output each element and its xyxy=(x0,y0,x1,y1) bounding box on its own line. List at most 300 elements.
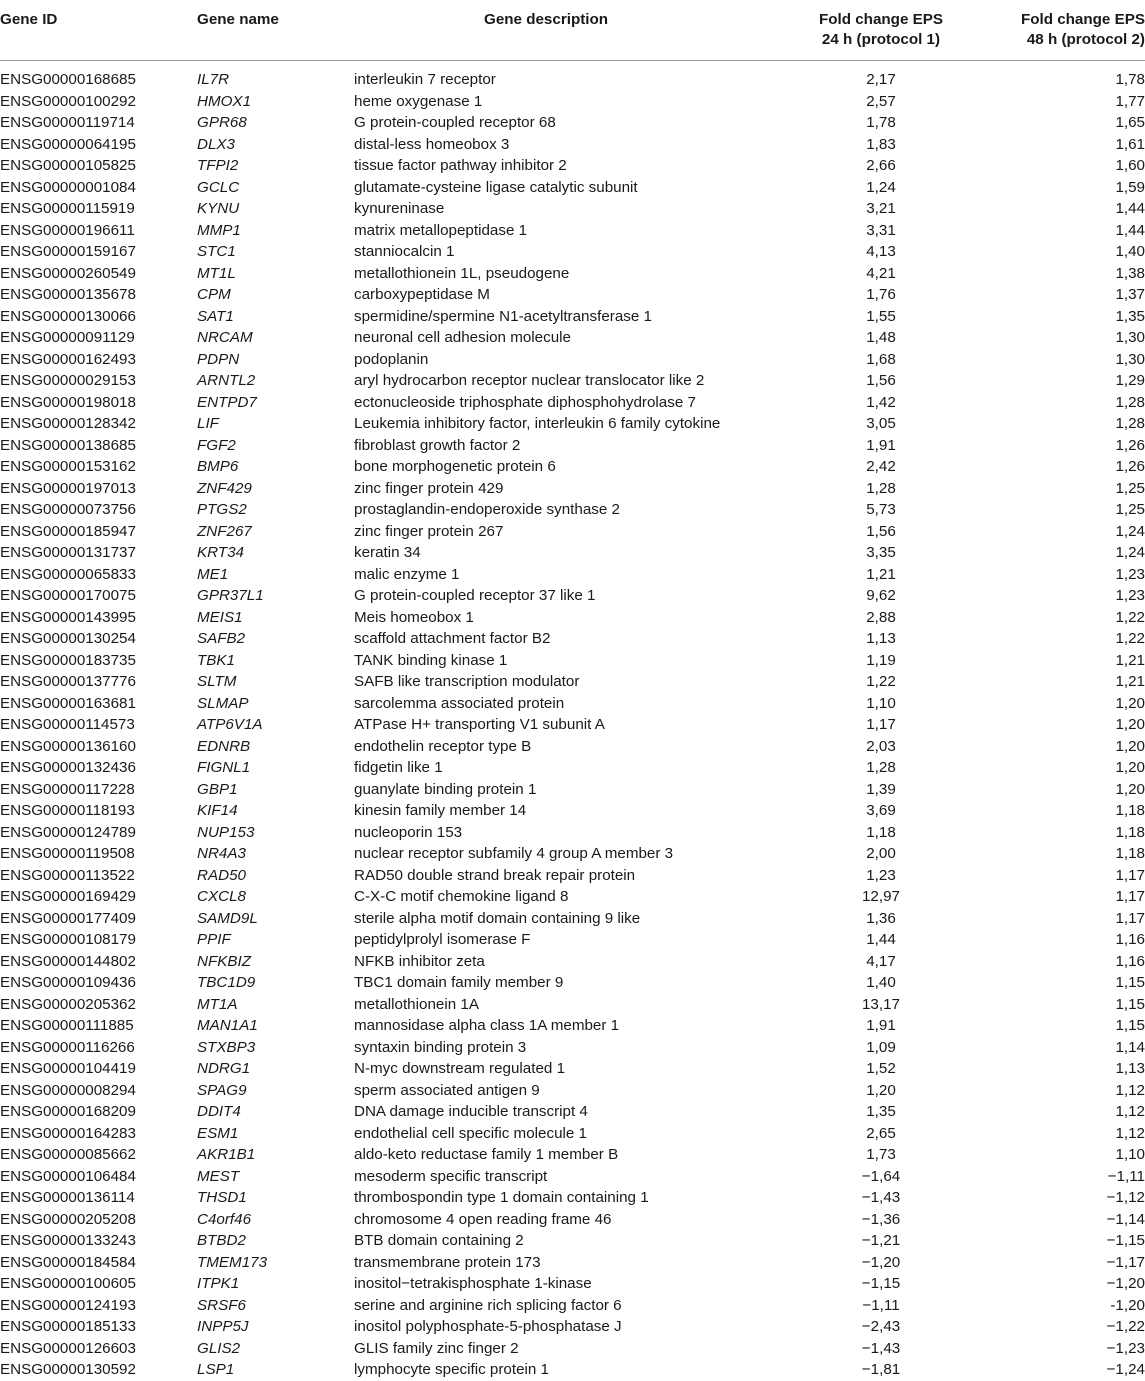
gene-name-cell: CPM xyxy=(197,286,231,303)
gene-name-cell: NR4A3 xyxy=(197,845,246,862)
table-row xyxy=(0,994,1145,1016)
gene-description-cell: RAD50 double strand break repair protein xyxy=(354,866,636,884)
table-row xyxy=(0,1338,1145,1360)
gene-name-cell: DLX3 xyxy=(197,135,235,153)
table-body xyxy=(0,61,1145,1381)
fold-change-48h-cell: 1,38 xyxy=(1115,264,1145,282)
gene-name-cell: MEIS1 xyxy=(197,608,243,626)
gene-id-cell: ENSG00000136160 xyxy=(0,737,136,755)
gene-id-cell: ENSG00000128342 xyxy=(0,415,136,432)
gene-id-cell: ENSG00000073756 xyxy=(0,501,136,518)
fold-change-48h-cell: 1,30 xyxy=(1115,350,1145,368)
gene-description-cell: fidgetin like 1 xyxy=(354,759,443,776)
table-row xyxy=(0,564,1145,586)
fold-change-48h-cell: 1,12 xyxy=(1115,1103,1145,1120)
gene-id-cell: ENSG00000118193 xyxy=(0,802,135,819)
header-gene-id: Gene ID xyxy=(0,0,197,61)
fold-change-24h-cell: 3,05 xyxy=(866,415,896,432)
fold-change-24h-cell: 1,35 xyxy=(866,1103,896,1120)
fold-change-48h-cell: 1,16 xyxy=(1115,931,1145,948)
fold-change-48h-cell: 1,20 xyxy=(1115,737,1145,755)
gene-description-cell: nuclear receptor subfamily 4 group A member 3 xyxy=(354,845,674,862)
fold-change-24h-cell: 2,66 xyxy=(866,157,896,174)
table-row xyxy=(0,155,1145,177)
gene-id-cell: ENSG00000163681 xyxy=(0,694,136,712)
table-row xyxy=(0,392,1145,414)
gene-id-cell: ENSG00000136114 xyxy=(0,1189,135,1206)
fold-change-24h-cell: 1,83 xyxy=(866,135,896,153)
table-row xyxy=(0,886,1145,908)
fold-change-48h-cell: 1,22 xyxy=(1115,608,1145,626)
gene-name-cell: MEST xyxy=(197,1167,240,1185)
gene-description-cell: fibroblast growth factor 2 xyxy=(354,436,521,454)
fold-change-24h-cell: 5,73 xyxy=(866,501,896,518)
gene-name-cell: KRT34 xyxy=(197,544,244,561)
table-row xyxy=(0,1187,1145,1209)
gene-description-cell: TANK binding kinase 1 xyxy=(354,651,508,669)
gene-description-cell: inositol−tetrakisphosphate 1-kinase xyxy=(354,1275,592,1292)
table-row xyxy=(0,435,1145,457)
header-fold-change-48h xyxy=(970,0,1145,61)
header-fc2-line2: 48 h (protocol 2) xyxy=(1026,31,1145,48)
fold-change-48h-cell: 1,44 xyxy=(1115,221,1145,239)
fold-change-48h-cell: 1,23 xyxy=(1115,565,1145,583)
gene-id-cell: ENSG00000104419 xyxy=(0,1060,136,1077)
gene-id-cell: ENSG00000153162 xyxy=(0,458,136,475)
gene-name-cell: HMOX1 xyxy=(197,92,252,110)
fold-change-48h-cell: −1,22 xyxy=(1106,1318,1145,1335)
fold-change-24h-cell: −1,21 xyxy=(861,1232,901,1249)
gene-name-cell: INPP5J xyxy=(197,1318,249,1335)
fold-change-24h-cell: 4,17 xyxy=(866,952,896,970)
gene-name-cell: ENTPD7 xyxy=(197,393,257,411)
fold-change-24h-cell: 1,22 xyxy=(866,673,896,690)
gene-name-cell: DDIT4 xyxy=(197,1103,241,1120)
fold-change-48h-cell: 1,17 xyxy=(1115,909,1145,927)
table-row xyxy=(0,327,1145,349)
fold-change-48h-cell: 1,26 xyxy=(1115,458,1145,475)
gene-description-cell: zinc finger protein 267 xyxy=(354,522,504,540)
gene-name-cell: SAFB2 xyxy=(197,630,246,647)
gene-name-cell: PDPN xyxy=(197,350,240,368)
gene-name-cell: C4orf46 xyxy=(197,1210,252,1228)
fold-change-48h-cell: 1,30 xyxy=(1115,329,1145,346)
gene-id-cell: ENSG00000159167 xyxy=(0,243,136,260)
fold-change-24h-cell: 1,48 xyxy=(866,329,896,346)
fold-change-24h-cell: 1,13 xyxy=(866,630,896,647)
gene-description-cell: matrix metallopeptidase 1 xyxy=(354,221,528,239)
gene-description-cell: metallothionein 1A xyxy=(354,995,479,1013)
gene-description-cell: syntaxin binding protein 3 xyxy=(354,1038,527,1056)
gene-name-cell: PTGS2 xyxy=(197,501,247,518)
gene-id-cell: ENSG00000029153 xyxy=(0,372,136,389)
gene-description-cell: sterile alpha motif domain containing 9 like xyxy=(354,909,641,927)
gene-description-cell: thrombospondin type 1 domain containing 1 xyxy=(354,1189,649,1206)
fold-change-24h-cell: 1,42 xyxy=(866,393,896,411)
fold-change-48h-cell: −1,23 xyxy=(1106,1339,1145,1357)
fold-change-48h-cell: 1,40 xyxy=(1115,243,1145,260)
fold-change-24h-cell: 4,21 xyxy=(866,264,896,282)
table-row xyxy=(0,1230,1145,1252)
gene-id-cell: ENSG00000130066 xyxy=(0,307,136,325)
gene-id-cell: ENSG00000162493 xyxy=(0,350,136,368)
fold-change-24h-cell: 4,13 xyxy=(866,243,896,260)
gene-description-cell: N-myc downstream regulated 1 xyxy=(354,1060,566,1077)
table-row xyxy=(0,521,1145,543)
gene-name-cell: LSP1 xyxy=(197,1361,235,1378)
fold-change-24h-cell: 2,03 xyxy=(866,737,896,755)
gene-id-cell: ENSG00000133243 xyxy=(0,1232,136,1249)
gene-id-cell: ENSG00000169429 xyxy=(0,888,136,905)
fold-change-48h-cell: −1,24 xyxy=(1106,1361,1145,1378)
fold-change-24h-cell: 9,62 xyxy=(866,587,896,604)
fold-change-24h-cell: 1,39 xyxy=(866,780,896,798)
gene-name-cell: EDNRB xyxy=(197,737,251,755)
gene-name-cell: BMP6 xyxy=(197,458,239,475)
gene-id-cell: ENSG00000119508 xyxy=(0,845,135,862)
fold-change-48h-cell: 1,60 xyxy=(1115,157,1145,174)
gene-id-cell: ENSG00000105825 xyxy=(0,157,136,174)
fold-change-24h-cell: 2,17 xyxy=(866,71,896,88)
gene-name-cell: KIF14 xyxy=(197,802,238,819)
fold-change-48h-cell: 1,18 xyxy=(1115,845,1145,862)
gene-id-cell: ENSG00000113522 xyxy=(0,866,135,884)
fold-change-24h-cell: 1,28 xyxy=(866,759,896,776)
gene-name-cell: KYNU xyxy=(197,200,240,217)
table-row xyxy=(0,413,1145,435)
gene-description-cell: NFKB inhibitor zeta xyxy=(354,952,485,970)
fold-change-24h-cell: −1,81 xyxy=(861,1361,901,1378)
gene-description-cell: prostaglandin-endoperoxide synthase 2 xyxy=(354,501,620,518)
table-row xyxy=(0,1123,1145,1145)
gene-id-cell: ENSG00000197013 xyxy=(0,479,136,497)
gene-id-cell: ENSG00000001084 xyxy=(0,178,136,196)
table-row xyxy=(0,370,1145,392)
gene-id-cell: ENSG00000119714 xyxy=(0,114,135,131)
fold-change-48h-cell: 1,29 xyxy=(1115,372,1145,389)
table-row xyxy=(0,542,1145,564)
table-row xyxy=(0,929,1145,951)
gene-description-cell: podoplanin xyxy=(354,350,429,368)
fold-change-24h-cell: 1,36 xyxy=(866,909,896,927)
fold-change-24h-cell: 1,17 xyxy=(866,716,896,733)
fold-change-24h-cell: 1,18 xyxy=(866,823,896,841)
gene-description-cell: sarcolemma associated protein xyxy=(354,694,565,712)
gene-name-cell: SPAG9 xyxy=(197,1081,247,1099)
fold-change-24h-cell: 1,20 xyxy=(866,1081,896,1099)
table-row xyxy=(0,972,1145,994)
header-row xyxy=(0,0,1145,61)
gene-description-cell: carboxypeptidase M xyxy=(354,286,490,303)
table-row xyxy=(0,951,1145,973)
gene-id-cell: ENSG00000132436 xyxy=(0,759,136,776)
header-fc1-line2: 24 h (protocol 1) xyxy=(821,31,941,48)
gene-name-cell: GLIS2 xyxy=(197,1339,241,1357)
fold-change-48h-cell: −1,17 xyxy=(1106,1253,1145,1271)
gene-description-cell: aldo-keto reductase family 1 member B xyxy=(354,1146,619,1163)
gene-id-cell: ENSG00000064195 xyxy=(0,135,136,153)
fold-change-48h-cell: 1,24 xyxy=(1115,544,1145,561)
gene-description-cell: nucleoporin 153 xyxy=(354,823,463,841)
gene-description-cell: DNA damage inducible transcript 4 xyxy=(354,1103,588,1120)
fold-change-24h-cell: −1,15 xyxy=(861,1275,901,1292)
gene-id-cell: ENSG00000115919 xyxy=(0,200,135,217)
gene-id-cell: ENSG00000106484 xyxy=(0,1167,136,1185)
gene-description-cell: scaffold attachment factor B2 xyxy=(354,630,551,647)
gene-name-cell: NUP153 xyxy=(197,823,255,841)
gene-name-cell: LIF xyxy=(197,415,219,432)
table-row xyxy=(0,499,1145,521)
fold-change-48h-cell: 1,20 xyxy=(1115,694,1145,712)
gene-description-cell: BTB domain containing 2 xyxy=(354,1232,524,1249)
gene-name-cell: NRCAM xyxy=(197,329,253,346)
gene-id-cell: ENSG00000205362 xyxy=(0,995,136,1013)
gene-name-cell: GCLC xyxy=(197,178,240,196)
table-row xyxy=(0,220,1145,242)
gene-id-cell: ENSG00000124193 xyxy=(0,1296,136,1314)
gene-description-cell: stanniocalcin 1 xyxy=(354,243,455,260)
gene-description-cell: inositol polyphosphate-5-phosphatase J xyxy=(354,1318,622,1335)
gene-name-cell: TFPI2 xyxy=(197,157,239,174)
gene-name-cell: THSD1 xyxy=(197,1189,247,1206)
fold-change-24h-cell: −1,36 xyxy=(861,1210,901,1228)
table-row xyxy=(0,1273,1145,1295)
gene-name-cell: MT1A xyxy=(197,995,238,1013)
gene-id-cell: ENSG00000008294 xyxy=(0,1081,136,1099)
gene-id-cell: ENSG00000168209 xyxy=(0,1103,136,1120)
fold-change-24h-cell: 1,78 xyxy=(866,114,896,131)
gene-name-cell: AKR1B1 xyxy=(197,1146,256,1163)
table-row xyxy=(0,693,1145,715)
gene-id-cell: ENSG00000260549 xyxy=(0,264,136,282)
gene-description-cell: spermidine/spermine N1-acetyltransferase 1 xyxy=(354,307,652,325)
fold-change-48h-cell: 1,13 xyxy=(1115,1060,1145,1077)
fold-change-24h-cell: −1,64 xyxy=(861,1167,901,1185)
gene-description-cell: metallothionein 1L, pseudogene xyxy=(354,264,570,282)
gene-name-cell: GPR68 xyxy=(197,114,247,131)
fold-change-24h-cell: 1,56 xyxy=(866,522,896,540)
fold-change-24h-cell: 1,52 xyxy=(866,1060,896,1077)
gene-description-cell: G protein-coupled receptor 37 like 1 xyxy=(354,587,596,604)
gene-description-cell: zinc finger protein 429 xyxy=(354,479,504,497)
fold-change-24h-cell: 1,76 xyxy=(866,286,896,303)
fold-change-48h-cell: 1,14 xyxy=(1115,1038,1145,1056)
header-gene-description-label: Gene description xyxy=(484,11,609,28)
gene-id-cell: ENSG00000126603 xyxy=(0,1339,136,1357)
table-row xyxy=(0,134,1145,156)
gene-name-cell: NFKBIZ xyxy=(197,952,252,970)
table-row xyxy=(0,284,1145,306)
gene-id-cell: ENSG00000114573 xyxy=(0,716,135,733)
fold-change-48h-cell: 1,17 xyxy=(1115,866,1145,884)
fold-change-24h-cell: 3,31 xyxy=(866,221,896,239)
gene-id-cell: ENSG00000205208 xyxy=(0,1210,136,1228)
gene-name-cell: SAT1 xyxy=(197,307,234,325)
fold-change-48h-cell: 1,37 xyxy=(1115,286,1145,303)
gene-name-cell: NDRG1 xyxy=(197,1060,251,1077)
gene-description-cell: Leukemia inhibitory factor, interleukin 6 family cytokine xyxy=(354,415,721,432)
fold-change-48h-cell: 1,20 xyxy=(1115,716,1145,733)
fold-change-48h-cell: −1,15 xyxy=(1106,1232,1145,1249)
fold-change-48h-cell: 1,65 xyxy=(1115,114,1145,131)
table-header xyxy=(0,0,1145,61)
table-row xyxy=(0,1037,1145,1059)
table-row xyxy=(0,1359,1145,1381)
table-row xyxy=(0,607,1145,629)
gene-id-cell: ENSG00000135678 xyxy=(0,286,136,303)
gene-id-cell: ENSG00000124789 xyxy=(0,823,136,841)
table-row xyxy=(0,1295,1145,1317)
gene-id-cell: ENSG00000143995 xyxy=(0,608,136,626)
gene-id-cell: ENSG00000111885 xyxy=(0,1017,134,1034)
gene-description-cell: guanylate binding protein 1 xyxy=(354,780,537,798)
gene-name-cell: BTBD2 xyxy=(197,1232,246,1249)
gene-id-cell: ENSG00000065833 xyxy=(0,565,136,583)
gene-name-cell: FGF2 xyxy=(197,436,236,454)
fold-change-24h-cell: 1,09 xyxy=(866,1038,896,1056)
table-row xyxy=(0,1166,1145,1188)
fold-change-24h-cell: 1,10 xyxy=(866,694,896,712)
gene-name-cell: STC1 xyxy=(197,243,236,260)
fold-change-24h-cell: 1,21 xyxy=(866,565,896,583)
gene-description-cell: ectonucleoside triphosphate diphosphohydrolase 7 xyxy=(354,393,696,411)
gene-description-cell: sperm associated antigen 9 xyxy=(354,1081,540,1099)
fold-change-48h-cell: 1,10 xyxy=(1115,1146,1145,1163)
gene-description-cell: C-X-C motif chemokine ligand 8 xyxy=(354,888,569,905)
table-row xyxy=(0,908,1145,930)
gene-name-cell: SRSF6 xyxy=(197,1296,246,1314)
fold-change-48h-cell: −1,14 xyxy=(1106,1210,1145,1228)
fold-change-48h-cell: 1,15 xyxy=(1115,974,1145,991)
table-row xyxy=(0,779,1145,801)
gene-id-cell: ENSG00000185133 xyxy=(0,1318,136,1335)
fold-change-24h-cell: 2,57 xyxy=(866,92,896,110)
gene-id-cell: ENSG00000108179 xyxy=(0,931,136,948)
gene-name-cell: TBC1D9 xyxy=(197,974,256,991)
table-row xyxy=(0,263,1145,285)
gene-name-cell: STXBP3 xyxy=(197,1038,256,1056)
fold-change-24h-cell: 1,28 xyxy=(866,479,896,497)
fold-change-48h-cell: 1,26 xyxy=(1115,436,1145,454)
gene-description-cell: serine and arginine rich splicing factor 6 xyxy=(354,1296,622,1314)
fold-change-24h-cell: 1,91 xyxy=(866,436,896,454)
fold-change-24h-cell: 1,55 xyxy=(866,307,896,325)
gene-description-cell: peptidylprolyl isomerase F xyxy=(354,931,531,948)
gene-id-cell: ENSG00000137776 xyxy=(0,673,136,690)
gene-description-cell: keratin 34 xyxy=(354,544,421,561)
gene-name-cell: MMP1 xyxy=(197,221,241,239)
gene-description-cell: distal-less homeobox 3 xyxy=(354,135,510,153)
table-row xyxy=(0,1209,1145,1231)
gene-description-cell: neuronal cell adhesion molecule xyxy=(354,329,571,346)
gene-description-cell: bone morphogenetic protein 6 xyxy=(354,458,556,475)
gene-name-cell: CXCL8 xyxy=(197,888,246,905)
table-row xyxy=(0,714,1145,736)
table-row xyxy=(0,1015,1145,1037)
header-fc2-line1: Fold change EPS xyxy=(1020,11,1145,28)
fold-change-24h-cell: −2,43 xyxy=(861,1318,901,1335)
table-row xyxy=(0,91,1145,113)
fold-change-24h-cell: −1,43 xyxy=(861,1339,901,1357)
fold-change-48h-cell: 1,59 xyxy=(1115,178,1145,196)
fold-change-24h-cell: 1,44 xyxy=(866,931,896,948)
gene-id-cell: ENSG00000184584 xyxy=(0,1253,136,1271)
gene-description-cell: kynureninase xyxy=(354,200,445,217)
gene-name-cell: PPIF xyxy=(197,931,231,948)
fold-change-48h-cell: 1,25 xyxy=(1115,479,1145,497)
table-row xyxy=(0,650,1145,672)
fold-change-48h-cell: 1,21 xyxy=(1115,673,1145,690)
gene-description-cell: kinesin family member 14 xyxy=(354,802,527,819)
table-row xyxy=(0,843,1145,865)
fold-change-24h-cell: 3,35 xyxy=(866,544,896,561)
header-fold-change-24h xyxy=(792,0,970,61)
fold-change-24h-cell: 1,91 xyxy=(866,1017,896,1034)
gene-name-cell: ME1 xyxy=(197,565,229,583)
gene-description-cell: SAFB like transcription modulator xyxy=(354,673,580,690)
table-row xyxy=(0,61,1145,91)
gene-id-cell: ENSG00000130254 xyxy=(0,630,136,647)
fold-change-48h-cell: 1,22 xyxy=(1115,630,1145,647)
fold-change-24h-cell: −1,11 xyxy=(862,1296,900,1314)
table-row xyxy=(0,1316,1145,1338)
table-row xyxy=(0,822,1145,844)
table-row xyxy=(0,177,1145,199)
fold-change-48h-cell: −1,20 xyxy=(1106,1275,1145,1292)
gene-id-cell: ENSG00000109436 xyxy=(0,974,136,991)
gene-id-cell: ENSG00000131737 xyxy=(0,544,136,561)
table-row xyxy=(0,1058,1145,1080)
table-row xyxy=(0,585,1145,607)
fold-change-48h-cell: 1,15 xyxy=(1115,1017,1145,1034)
fold-change-48h-cell: 1,23 xyxy=(1115,587,1145,604)
fold-change-48h-cell: 1,77 xyxy=(1115,92,1145,110)
gene-description-cell: aryl hydrocarbon receptor nuclear translocator like 2 xyxy=(354,372,705,389)
table-row xyxy=(0,1080,1145,1102)
gene-id-cell: ENSG00000198018 xyxy=(0,393,136,411)
gene-name-cell: RAD50 xyxy=(197,866,246,884)
gene-description-cell: transmembrane protein 173 xyxy=(354,1253,541,1271)
gene-description-cell: lymphocyte specific protein 1 xyxy=(354,1361,549,1378)
fold-change-24h-cell: 1,24 xyxy=(866,178,896,196)
fold-change-48h-cell: 1,16 xyxy=(1115,952,1145,970)
gene-id-cell: ENSG00000085662 xyxy=(0,1146,136,1163)
fold-change-24h-cell: −1,20 xyxy=(861,1253,901,1271)
table-row xyxy=(0,1252,1145,1274)
fold-change-24h-cell: 13,17 xyxy=(861,995,900,1013)
gene-description-cell: interleukin 7 receptor xyxy=(354,71,496,88)
fold-change-24h-cell: 2,65 xyxy=(866,1124,896,1142)
table-row xyxy=(0,112,1145,134)
gene-id-cell: ENSG00000196611 xyxy=(0,221,135,239)
fold-change-48h-cell: 1,18 xyxy=(1115,802,1145,819)
table-row xyxy=(0,306,1145,328)
gene-id-cell: ENSG00000177409 xyxy=(0,909,136,927)
fold-change-48h-cell: 1,20 xyxy=(1115,759,1145,776)
gene-name-cell: ESM1 xyxy=(197,1124,239,1142)
fold-change-48h-cell: 1,17 xyxy=(1115,888,1145,905)
table-row xyxy=(0,736,1145,758)
gene-description-cell: Meis homeobox 1 xyxy=(354,608,474,626)
gene-id-cell: ENSG00000183735 xyxy=(0,651,136,669)
fold-change-24h-cell: −1,43 xyxy=(861,1189,901,1206)
fold-change-24h-cell: 1,56 xyxy=(866,372,896,389)
gene-name-cell: TBK1 xyxy=(197,651,235,669)
fold-change-48h-cell: −1,11 xyxy=(1107,1167,1145,1185)
fold-change-24h-cell: 3,69 xyxy=(866,802,896,819)
fold-change-48h-cell: 1,44 xyxy=(1115,200,1145,217)
gene-name-cell: SLMAP xyxy=(197,694,249,712)
